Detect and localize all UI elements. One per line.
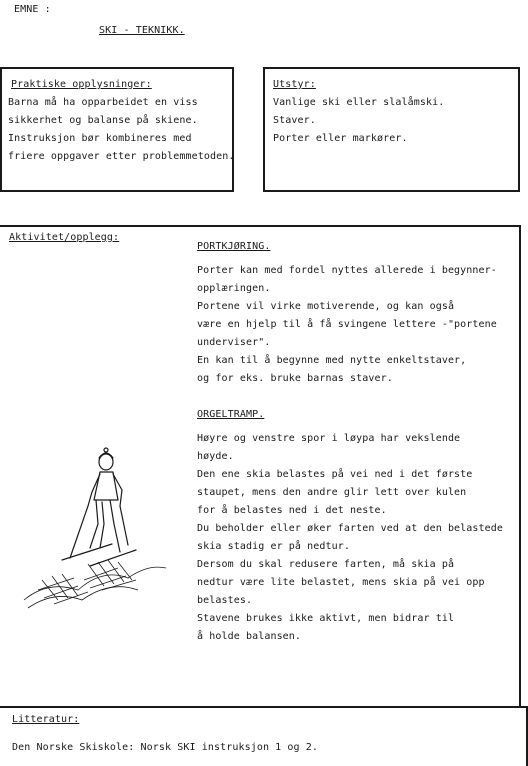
section-orgeltramp-line: skia stadig er på nedtur. (197, 541, 351, 552)
equipment-title: Utstyr: (273, 79, 316, 90)
section-orgeltramp-line: for å belastes ned i det neste. (197, 505, 387, 516)
section-orgeltramp-line: staupet, mens den andre glir lett over kulen (197, 487, 467, 498)
section-orgeltramp-line: Stavene brukes ikke aktivt, men bidrar til (197, 613, 455, 624)
section-portkjoring-line: underviser". (197, 337, 271, 348)
equipment-box (263, 67, 520, 192)
section-orgeltramp-line: høyde. (197, 451, 234, 462)
section-orgeltramp-line: Du beholder eller øker farten ved at den belastede (197, 523, 504, 534)
section-portkjoring-line: En kan til å begynne med nytte enkeltstaver, (197, 355, 467, 366)
section-portkjoring-line: opplæringen. (197, 283, 271, 294)
activity-top-rule (0, 225, 521, 227)
practical-info-line: sikkerhet og balanse på skiene. (8, 115, 198, 126)
section-portkjoring-line: Porter kan med fordel nyttes allerede i begynner- (197, 265, 497, 276)
section-portkjoring-heading: PORTKJØRING. (197, 241, 271, 252)
practical-info-line: Barna må ha opparbeidet en viss (8, 97, 198, 108)
activity-title: Aktivitet/opplegg: (9, 232, 120, 243)
equipment-line: Porter eller markører. (273, 133, 408, 144)
practical-info-box (0, 67, 234, 192)
subject-label: EMNE : (14, 4, 51, 15)
section-orgeltramp-line: Den ene skia belastes på vei ned i det første (197, 469, 473, 480)
equipment-line: Staver. (273, 115, 316, 126)
section-orgeltramp-line: å holde balansen. (197, 631, 302, 642)
practical-info-title: Praktiske opplysninger: (11, 79, 152, 90)
section-orgeltramp-heading: ORGELTRAMP. (197, 409, 265, 420)
section-orgeltramp-line: Høyre og venstre spor i løypa har vekslende (197, 433, 461, 444)
practical-info-line: Instruksjon bør kombineres med (8, 133, 192, 144)
section-orgeltramp-line: belastes. (197, 595, 253, 606)
skier-illustration-icon (18, 440, 168, 615)
section-portkjoring-line: være en hjelp til å få svingene lettere -"portene (197, 319, 497, 330)
section-orgeltramp-line: Dersom du skal redusere farten, må skia på (197, 559, 455, 570)
subject-title: SKI - TEKNIKK. (99, 25, 185, 36)
literature-box (0, 706, 528, 766)
section-orgeltramp-line: nedtur være lite belastet, mens skia på vei opp (197, 577, 485, 588)
section-portkjoring-line: og for eks. bruke barnas staver. (197, 373, 393, 384)
equipment-line: Vanlige ski eller slalåmski. (273, 97, 445, 108)
section-portkjoring-line: Portene vil virke motiverende, og kan også (197, 301, 455, 312)
literature-text: Den Norske Skiskole: Norsk SKI instruksjon 1 og 2. (12, 742, 319, 753)
practical-info-line: friere oppgaver etter problemmetoden. (8, 151, 235, 162)
literature-title: Litteratur: (12, 714, 80, 725)
activity-right-rule (519, 225, 521, 707)
